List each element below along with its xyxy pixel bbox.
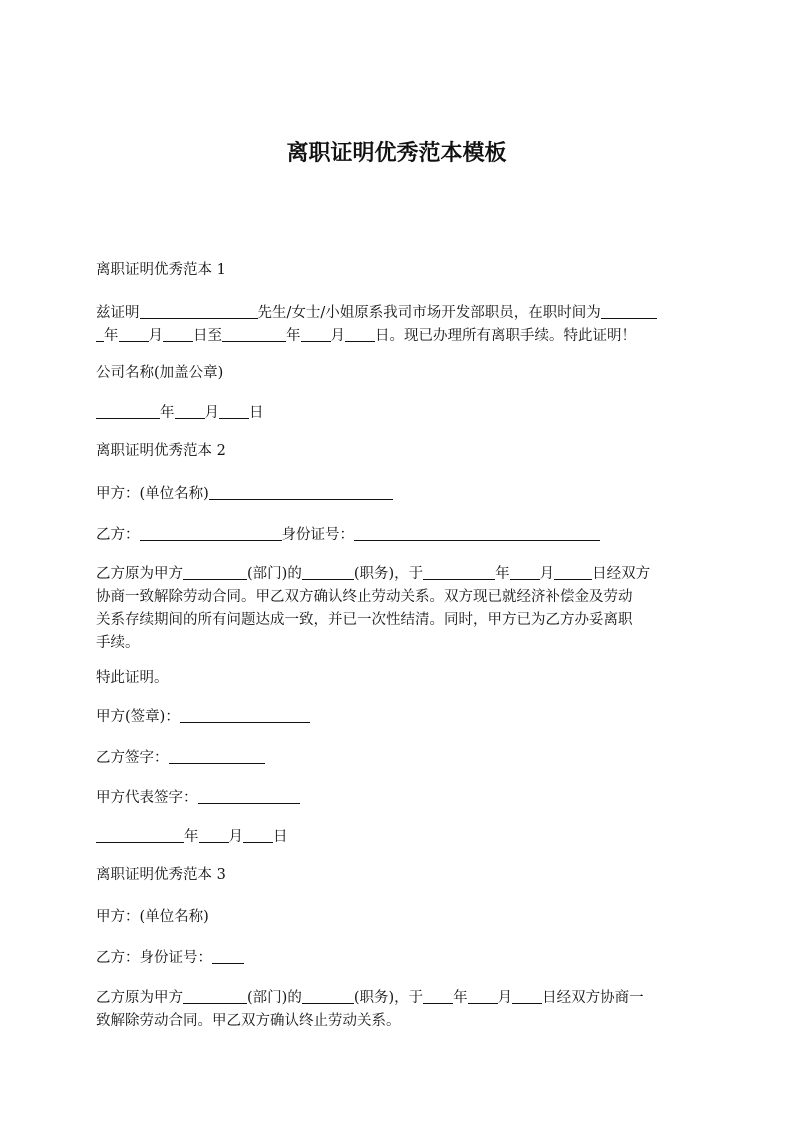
blank-name (140, 526, 282, 541)
s3-party-b-id: 乙方：身份证号： (96, 947, 700, 970)
blank-company (209, 485, 393, 500)
blank-month (510, 565, 540, 580)
s3-party-a: 甲方：(单位名称) (96, 909, 209, 925)
s3-body-line-2: 致解除劳动合同。甲乙双方确认终止劳动关系。 (96, 1013, 401, 1029)
s1-text: 先生/女士/小姐原系我司市场开发部职员，在职时间为 (257, 305, 601, 321)
s2-body-line-3: 关系存续期间的所有问题达成一致，并已一次性结清。同时，甲方已为乙方办妥离职 (96, 612, 633, 628)
document-title: 离职证明优秀范本模板 (286, 141, 507, 166)
blank-month (199, 828, 229, 843)
s2-sign-representative: 甲方代表签字： (96, 787, 700, 810)
blank-year (96, 404, 160, 419)
blank-year (423, 989, 453, 1004)
s2-body-line-1: 乙方原为甲方 (部门)的 (职务)，于 年 月 日经双方 (96, 566, 651, 582)
section-3-heading: 离职证明优秀范本 3 (96, 867, 226, 883)
s2-party-a: 甲方：(单位名称) (96, 483, 700, 506)
blank-day (219, 404, 249, 419)
blank-month (175, 404, 205, 419)
s1-paragraph-line-2: 年 月 日至 年 月 日。现已办理所有离职手续。特此证明！ (96, 325, 700, 348)
blank-signature-rep (198, 789, 300, 804)
blank-day (512, 989, 542, 1004)
s2-body-line-2: 协商一致解除劳动合同。甲乙双方确认终止劳动关系。双方现已就经济补偿金及劳动 (96, 589, 633, 605)
blank-position (302, 989, 354, 1004)
s1-paragraph-line-1 (96, 302, 700, 325)
blank-day (554, 565, 592, 580)
s2-sign-party-b: 乙方签字： (96, 747, 700, 770)
blank (96, 327, 104, 342)
blank-year (423, 565, 495, 580)
blank-day (163, 327, 193, 342)
blank-id-number (354, 526, 600, 541)
s2-sign-party-a: 甲方(签章)： (96, 706, 700, 729)
s1-text: 兹证明 (96, 305, 140, 321)
blank-month (468, 989, 498, 1004)
blank-day-end (345, 327, 375, 342)
s3-body-line-1: 乙方原为甲方 (部门)的 (职务)，于 年 月 日经双方协商一 (96, 990, 644, 1006)
blank-year (96, 828, 184, 843)
blank-id-number (212, 949, 244, 964)
s2-party-b: 乙方： 身份证号： (96, 524, 700, 547)
s2-date: 年 月 日 (96, 826, 700, 849)
blank-day (243, 828, 273, 843)
blank-year-end (222, 327, 286, 342)
s2-body-line-4: 手续。 (96, 635, 140, 651)
blank-department (183, 989, 247, 1004)
blank-month-end (301, 327, 331, 342)
s1-date: 年 月 日 (96, 402, 700, 425)
blank-signature-b (169, 749, 265, 764)
blank-month (119, 327, 149, 342)
section-1-heading: 离职证明优秀范本 1 (96, 262, 226, 278)
blank-signature-a (180, 708, 310, 723)
s2-certify: 特此证明。 (96, 670, 169, 686)
blank-name (140, 304, 258, 319)
s1-company: 公司名称(加盖公章) (96, 365, 224, 381)
blank-year-start (601, 304, 657, 319)
section-2-heading: 离职证明优秀范本 2 (96, 443, 226, 459)
blank-position (302, 565, 354, 580)
blank-department (183, 565, 247, 580)
